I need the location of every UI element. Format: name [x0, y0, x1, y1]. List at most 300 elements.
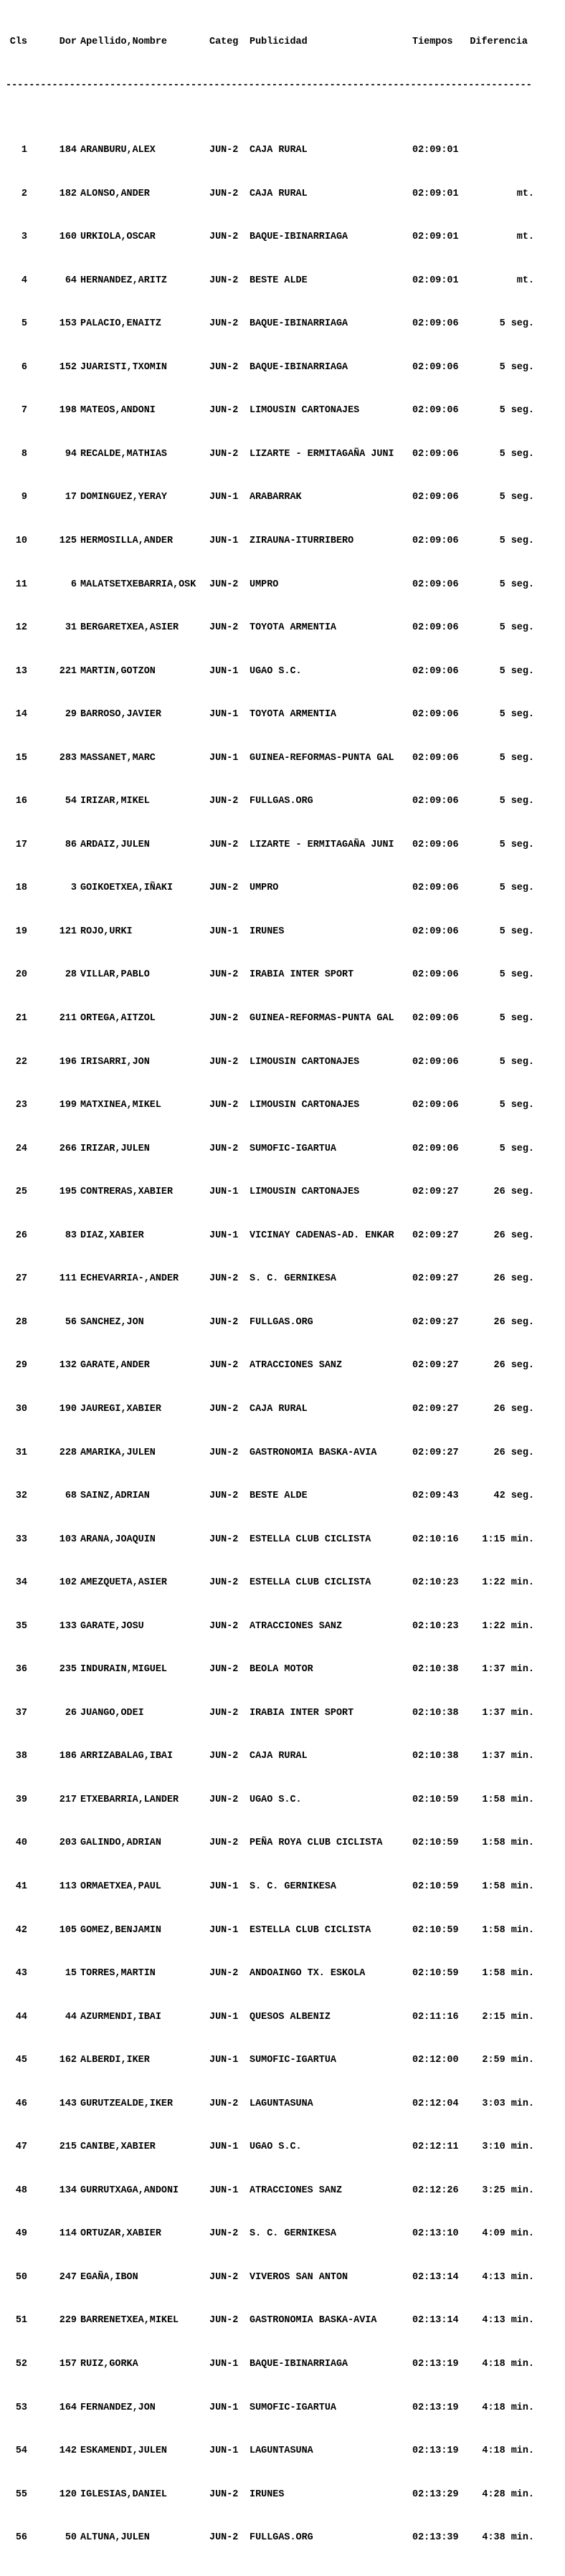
cell-time: 02:09:27	[412, 1187, 459, 1198]
cell-time: 02:10:23	[412, 1577, 459, 1589]
table-row	[6, 1621, 565, 1632]
cell-difference: 4:13 min.	[482, 2271, 534, 2283]
cell-team: S. C. GERNIKESA	[250, 1881, 336, 1892]
cell-time: 02:12:04	[412, 2098, 459, 2109]
table-row	[6, 1013, 565, 1025]
cell-difference: 1:58 min.	[482, 1924, 534, 1936]
cell-category: JUN-2	[209, 1664, 239, 1676]
cell-dorsal: 162	[59, 2055, 77, 2066]
cell-category: JUN-2	[209, 1100, 239, 1111]
cell-dorsal: 211	[59, 1013, 77, 1025]
cell-name: RUIZ,GORKA	[80, 2358, 138, 2370]
table-row	[6, 2099, 565, 2110]
cell-difference: 3:25 min.	[482, 2185, 534, 2196]
cell-dorsal: 132	[59, 1360, 77, 1372]
cell-team: GUINEA-REFORMAS-PUNTA GAL	[250, 752, 394, 764]
cell-difference: 42 seg.	[493, 1491, 534, 1502]
cell-name: ARANBURU,ALEX	[80, 145, 156, 156]
cell-name: IRIZAR,JULEN	[80, 1143, 150, 1154]
cell-category: JUN-1	[209, 2055, 239, 2066]
cell-rank: 39	[15, 1794, 27, 1805]
cell-name: ARANA,JOAQUIN	[80, 1534, 156, 1545]
cell-time: 02:10:38	[412, 1664, 459, 1676]
cell-time: 02:09:43	[412, 1491, 459, 1502]
cell-team: QUESOS ALBENIZ	[250, 2011, 331, 2023]
cell-time: 02:13:19	[412, 2402, 459, 2413]
cell-rank: 30	[15, 1403, 27, 1415]
cell-category: JUN-1	[209, 1187, 239, 1198]
cell-category: JUN-2	[209, 1838, 239, 1849]
cell-time: 02:10:38	[412, 1751, 459, 1762]
cell-time: 02:13:10	[412, 2228, 459, 2240]
cell-dorsal: 235	[59, 1664, 77, 1676]
table-row	[6, 2446, 565, 2457]
cell-name: ETXEBARRIA,LANDER	[80, 1794, 179, 1805]
cell-name: ALBERDI,IKER	[80, 2055, 150, 2066]
cell-team: IRUNES	[250, 2489, 285, 2500]
cell-dorsal: 56	[65, 1316, 77, 1328]
cell-difference: 5 seg.	[499, 752, 534, 764]
cell-name: URKIOLA,OSCAR	[80, 232, 156, 243]
cell-dorsal: 215	[59, 2142, 77, 2153]
table-row	[6, 275, 565, 287]
cell-name: BERGARETXEA,ASIER	[80, 622, 179, 634]
table-row	[6, 1144, 565, 1155]
cell-category: JUN-1	[209, 665, 239, 677]
cell-time: 02:09:06	[412, 1013, 459, 1025]
cell-team: ESTELLA CLUB CICLISTA	[250, 1577, 371, 1589]
cell-dorsal: 133	[59, 1620, 77, 1632]
col-header-diferencia: Diferencia	[470, 37, 528, 47]
cell-time: 02:10:16	[412, 1534, 459, 1545]
cell-dorsal: 113	[59, 1881, 77, 1892]
cell-time: 02:11:16	[412, 2011, 459, 2023]
cell-rank: 46	[15, 2098, 27, 2109]
cell-category: JUN-2	[209, 796, 239, 807]
cell-team: BESTE ALDE	[250, 1491, 308, 1502]
table-header	[6, 37, 565, 48]
cell-dorsal: 198	[59, 405, 77, 417]
cell-name: MALATSETXEBARRIA,OSK	[80, 579, 196, 590]
cell-time: 02:09:06	[412, 536, 459, 547]
cell-difference: 26 seg.	[493, 1316, 534, 1328]
cell-rank: 48	[15, 2185, 27, 2196]
cell-name: ORTEGA,AITZOL	[80, 1013, 156, 1025]
cell-name: GURUTZEALDE,IKER	[80, 2098, 174, 2109]
table-row	[6, 2402, 565, 2414]
cell-team: VIVEROS SAN ANTON	[250, 2271, 348, 2283]
table-row	[6, 2185, 565, 2197]
cell-rank: 13	[15, 665, 27, 677]
cell-team: CAJA RURAL	[250, 1403, 308, 1415]
table-row	[6, 2272, 565, 2283]
table-row	[6, 1057, 565, 1068]
cell-dorsal: 190	[59, 1403, 77, 1415]
cell-dorsal: 114	[59, 2228, 77, 2240]
cell-name: CANIBE,XABIER	[80, 2142, 156, 2153]
cell-time: 02:12:11	[412, 2142, 459, 2153]
cell-team: UGAO S.C.	[250, 2142, 302, 2153]
cell-dorsal: 94	[65, 448, 77, 460]
cell-difference: 5 seg.	[499, 709, 534, 721]
cell-difference: 1:37 min.	[482, 1707, 534, 1719]
table-row	[6, 969, 565, 981]
cell-name: GOIKOETXEA,IÑAKI	[80, 883, 174, 894]
cell-category: JUN-2	[209, 448, 239, 460]
cell-category: JUN-1	[209, 2142, 239, 2153]
table-row	[6, 1577, 565, 1589]
cell-category: JUN-1	[209, 2185, 239, 2196]
cell-difference: 5 seg.	[499, 622, 534, 634]
table-row	[6, 883, 565, 894]
cell-rank: 40	[15, 1838, 27, 1849]
cell-name: GURRUTXAGA,ANDONI	[80, 2185, 179, 2196]
cell-name: ALONSO,ANDER	[80, 188, 150, 199]
cell-team: CAJA RURAL	[250, 1751, 308, 1762]
results-rows	[6, 123, 565, 2554]
cell-difference: 4:18 min.	[482, 2446, 534, 2457]
cell-category: JUN-2	[209, 232, 239, 243]
cell-rank: 32	[15, 1491, 27, 1502]
cell-dorsal: 228	[59, 1447, 77, 1458]
cell-rank: 15	[15, 752, 27, 764]
cell-dorsal: 283	[59, 752, 77, 764]
cell-dorsal: 50	[65, 2532, 77, 2544]
cell-difference: 5 seg.	[499, 883, 534, 894]
cell-difference: 3:10 min.	[482, 2142, 534, 2153]
cell-difference: 3:03 min.	[482, 2098, 534, 2109]
cell-name: HERMOSILLA,ANDER	[80, 536, 174, 547]
cell-time: 02:09:06	[412, 665, 459, 677]
cell-difference: 5 seg.	[499, 926, 534, 937]
table-row	[6, 579, 565, 591]
cell-category: JUN-2	[209, 1056, 239, 1068]
cell-team: ESTELLA CLUB CICLISTA	[250, 1534, 371, 1545]
table-row	[6, 1925, 565, 1936]
cell-category: JUN-2	[209, 275, 239, 286]
cell-category: JUN-2	[209, 2271, 239, 2283]
cell-category: JUN-1	[209, 536, 239, 547]
cell-rank: 26	[15, 1230, 27, 1241]
cell-time: 02:10:23	[412, 1620, 459, 1632]
cell-team: LIMOUSIN CARTONAJES	[250, 1056, 360, 1068]
cell-category: JUN-1	[209, 1881, 239, 1892]
table-row	[6, 1404, 565, 1415]
cell-time: 02:09:06	[412, 1143, 459, 1154]
table-row	[6, 449, 565, 460]
cell-dorsal: 44	[65, 2011, 77, 2023]
cell-category: JUN-1	[209, 492, 239, 503]
cell-name: JAUREGI,XABIER	[80, 1403, 161, 1415]
cell-category: JUN-2	[209, 145, 239, 156]
cell-time: 02:10:59	[412, 1968, 459, 1979]
cell-rank: 51	[15, 2315, 27, 2327]
cell-category: JUN-2	[209, 969, 239, 981]
cell-rank: 3	[21, 232, 27, 243]
cell-name: MARTIN,GOTZON	[80, 665, 156, 677]
cell-category: JUN-2	[209, 318, 239, 330]
cell-rank: 25	[15, 1187, 27, 1198]
cell-time: 02:09:27	[412, 1447, 459, 1458]
cell-name: ROJO,URKI	[80, 926, 133, 937]
cell-rank: 54	[15, 2446, 27, 2457]
cell-time: 02:09:06	[412, 752, 459, 764]
cell-rank: 16	[15, 796, 27, 807]
cell-rank: 11	[15, 579, 27, 590]
cell-team: LAGUNTASUNA	[250, 2098, 313, 2109]
cell-rank: 33	[15, 1534, 27, 1545]
separator-line: -------------------------------------------------------------------------------------------	[6, 80, 532, 91]
table-row	[6, 492, 565, 503]
cell-difference: 5 seg.	[499, 492, 534, 503]
cell-dorsal: 26	[65, 1707, 77, 1719]
cell-time: 02:09:01	[412, 188, 459, 199]
cell-difference: 5 seg.	[499, 839, 534, 850]
table-row	[6, 753, 565, 764]
cell-time: 02:09:27	[412, 1230, 459, 1241]
cell-rank: 6	[21, 361, 27, 373]
table-row	[6, 232, 565, 243]
table-row	[6, 2532, 565, 2544]
cell-rank: 49	[15, 2228, 27, 2240]
cell-difference: 5 seg.	[499, 665, 534, 677]
cell-time: 02:10:59	[412, 1838, 459, 1849]
cell-team: SUMOFIC-IGARTUA	[250, 2402, 336, 2413]
cell-rank: 50	[15, 2271, 27, 2283]
cell-team: ESTELLA CLUB CICLISTA	[250, 1924, 371, 1936]
cell-rank: 14	[15, 709, 27, 721]
cell-category: JUN-2	[209, 1013, 239, 1025]
cell-team: S. C. GERNIKESA	[250, 2228, 336, 2240]
cell-time: 02:09:06	[412, 709, 459, 721]
cell-difference: 26 seg.	[493, 1273, 534, 1285]
cell-rank: 37	[15, 1707, 27, 1719]
cell-difference: 5 seg.	[499, 405, 534, 417]
cell-name: AMARIKA,JULEN	[80, 1447, 156, 1458]
cell-name: ORMAETXEA,PAUL	[80, 1881, 161, 1892]
cell-name: ARRIZABALAG,IBAI	[80, 1751, 174, 1762]
cell-rank: 56	[15, 2532, 27, 2544]
cell-time: 02:10:38	[412, 1707, 459, 1719]
cell-name: DOMINGUEZ,YERAY	[80, 492, 167, 503]
cell-dorsal: 186	[59, 1751, 77, 1762]
cell-team: LIZARTE - ERMITAGAÑA JUNI	[250, 839, 394, 850]
table-row	[6, 1968, 565, 1979]
cell-team: PEÑA ROYA CLUB CICLISTA	[250, 1838, 383, 1849]
cell-difference: 1:37 min.	[482, 1751, 534, 1762]
cell-name: IGLESIAS,DANIEL	[80, 2489, 167, 2500]
cell-team: ATRACCIONES SANZ	[250, 2185, 343, 2196]
cell-rank: 20	[15, 969, 27, 981]
cell-team: UMPRO	[250, 579, 279, 590]
cell-difference: 1:58 min.	[482, 1794, 534, 1805]
cell-name: CONTRERAS,XABIER	[80, 1187, 174, 1198]
table-row	[6, 1491, 565, 1502]
cell-dorsal: 102	[59, 1577, 77, 1589]
cell-rank: 22	[15, 1056, 27, 1068]
cell-team: TOYOTA ARMENTIA	[250, 622, 336, 634]
cell-dorsal: 3	[70, 883, 77, 894]
cell-difference: 4:09 min.	[482, 2228, 534, 2240]
cell-category: JUN-2	[209, 1273, 239, 1285]
cell-rank: 31	[15, 1447, 27, 1458]
cell-time: 02:09:06	[412, 926, 459, 937]
cell-name: JUARISTI,TXOMIN	[80, 361, 167, 373]
cell-team: S. C. GERNIKESA	[250, 1273, 336, 1285]
cell-time: 02:09:06	[412, 622, 459, 634]
cell-name: ORTUZAR,XABIER	[80, 2228, 161, 2240]
cell-rank: 5	[21, 318, 27, 330]
table-row	[6, 1838, 565, 1849]
cell-name: IRIZAR,MIKEL	[80, 796, 150, 807]
cell-dorsal: 29	[65, 709, 77, 721]
cell-rank: 42	[15, 1924, 27, 1936]
table-row	[6, 405, 565, 417]
table-row	[6, 926, 565, 938]
table-row	[6, 1317, 565, 1329]
cell-team: IRABIA INTER SPORT	[250, 1707, 354, 1719]
cell-category: JUN-2	[209, 1316, 239, 1328]
cell-name: HERNANDEZ,ARITZ	[80, 275, 167, 286]
cell-category: JUN-1	[209, 926, 239, 937]
cell-category: JUN-1	[209, 1924, 239, 1936]
cell-time: 02:13:19	[412, 2446, 459, 2457]
cell-time: 02:13:39	[412, 2532, 459, 2544]
cell-rank: 17	[15, 839, 27, 850]
cell-time: 02:09:06	[412, 1056, 459, 1068]
cell-time: 02:13:29	[412, 2489, 459, 2500]
cell-team: ANDOAINGO TX. ESKOLA	[250, 1968, 366, 1979]
cell-name: ALTUNA,JULEN	[80, 2532, 150, 2544]
table-row	[6, 1230, 565, 1242]
table-row	[6, 2228, 565, 2240]
cell-dorsal: 17	[65, 492, 77, 503]
cell-difference: 26 seg.	[493, 1360, 534, 1372]
cell-difference: 5 seg.	[499, 1143, 534, 1154]
table-row	[6, 1273, 565, 1285]
table-row	[6, 666, 565, 678]
table-row	[6, 796, 565, 807]
cell-name: ESKAMENDI,JULEN	[80, 2446, 167, 2457]
cell-time: 02:10:59	[412, 1881, 459, 1892]
table-row	[6, 362, 565, 374]
cell-rank: 45	[15, 2055, 27, 2066]
cell-team: CAJA RURAL	[250, 188, 308, 199]
table-row	[6, 2142, 565, 2153]
table-row	[6, 2055, 565, 2066]
cell-category: JUN-2	[209, 2489, 239, 2500]
cell-rank: 8	[21, 448, 27, 460]
cell-name: ECHEVARRIA-,ANDER	[80, 1273, 179, 1285]
cell-team: ZIRAUNA-ITURRIBERO	[250, 536, 354, 547]
cell-rank: 41	[15, 1881, 27, 1892]
cell-rank: 19	[15, 926, 27, 937]
cell-difference: 5 seg.	[499, 796, 534, 807]
cell-team: GASTRONOMIA BASKA-AVIA	[250, 2315, 377, 2327]
table-row	[6, 1187, 565, 1198]
cell-team: BAQUE-IBINARRIAGA	[250, 232, 348, 243]
cell-team: ATRACCIONES SANZ	[250, 1360, 343, 1372]
cell-dorsal: 121	[59, 926, 77, 937]
table-row	[6, 840, 565, 851]
cell-team: ARABARRAK	[250, 492, 302, 503]
cell-category: JUN-2	[209, 1360, 239, 1372]
cell-rank: 27	[15, 1273, 27, 1285]
cell-difference: mt.	[516, 232, 534, 243]
cell-rank: 18	[15, 883, 27, 894]
cell-category: JUN-2	[209, 2532, 239, 2544]
cell-name: DIAZ,XABIER	[80, 1230, 144, 1241]
cell-team: FULLGAS.ORG	[250, 1316, 313, 1328]
cell-difference: 26 seg.	[493, 1187, 534, 1198]
cell-category: JUN-2	[209, 2228, 239, 2240]
cell-team: SUMOFIC-IGARTUA	[250, 2055, 336, 2066]
cell-rank: 9	[21, 492, 27, 503]
col-header-categ: Categ	[209, 37, 239, 47]
cell-dorsal: 103	[59, 1534, 77, 1545]
cell-dorsal: 134	[59, 2185, 77, 2196]
cell-category: JUN-2	[209, 405, 239, 417]
cell-time: 02:10:59	[412, 1794, 459, 1805]
cell-name: INDURAIN,MIGUEL	[80, 1664, 167, 1676]
cell-time: 02:09:06	[412, 448, 459, 460]
cell-difference: 1:58 min.	[482, 1968, 534, 1979]
cell-dorsal: 152	[59, 361, 77, 373]
cell-dorsal: 105	[59, 1924, 77, 1936]
cell-dorsal: 143	[59, 2098, 77, 2109]
cell-name: SAINZ,ADRIAN	[80, 1491, 150, 1502]
cell-dorsal: 229	[59, 2315, 77, 2327]
table-row	[6, 2489, 565, 2501]
cell-difference: 4:18 min.	[482, 2402, 534, 2413]
table-row	[6, 1795, 565, 1806]
cell-category: JUN-1	[209, 2402, 239, 2413]
cell-difference: 5 seg.	[499, 1100, 534, 1111]
cell-difference: mt.	[516, 275, 534, 286]
cell-team: GUINEA-REFORMAS-PUNTA GAL	[250, 1013, 394, 1025]
cell-team: FULLGAS.ORG	[250, 796, 313, 807]
cell-difference: 26 seg.	[493, 1230, 534, 1241]
cell-rank: 35	[15, 1620, 27, 1632]
cell-team: BAQUE-IBINARRIAGA	[250, 318, 348, 330]
cell-dorsal: 54	[65, 796, 77, 807]
cell-time: 02:09:06	[412, 839, 459, 850]
cell-category: JUN-2	[209, 1620, 239, 1632]
cell-team: TOYOTA ARMENTIA	[250, 709, 336, 721]
cell-difference: mt.	[516, 188, 534, 199]
cell-rank: 36	[15, 1664, 27, 1676]
cell-difference: 1:22 min.	[482, 1577, 534, 1589]
cell-difference: 5 seg.	[499, 579, 534, 590]
cell-category: JUN-2	[209, 579, 239, 590]
cell-time: 02:09:01	[412, 232, 459, 243]
cell-difference: 4:38 min.	[482, 2532, 534, 2544]
cell-dorsal: 28	[65, 969, 77, 981]
cell-dorsal: 83	[65, 1230, 77, 1241]
cell-dorsal: 196	[59, 1056, 77, 1068]
cell-dorsal: 15	[65, 1968, 77, 1979]
cell-category: JUN-2	[209, 1403, 239, 1415]
cell-rank: 28	[15, 1316, 27, 1328]
cell-dorsal: 64	[65, 275, 77, 286]
cell-rank: 10	[15, 536, 27, 547]
table-row	[6, 2315, 565, 2327]
cell-difference: 1:15 min.	[482, 1534, 534, 1545]
cell-dorsal: 164	[59, 2402, 77, 2413]
cell-team: LIMOUSIN CARTONAJES	[250, 1187, 360, 1198]
cell-time: 02:09:06	[412, 318, 459, 330]
cell-name: TORRES,MARTIN	[80, 1968, 156, 1979]
